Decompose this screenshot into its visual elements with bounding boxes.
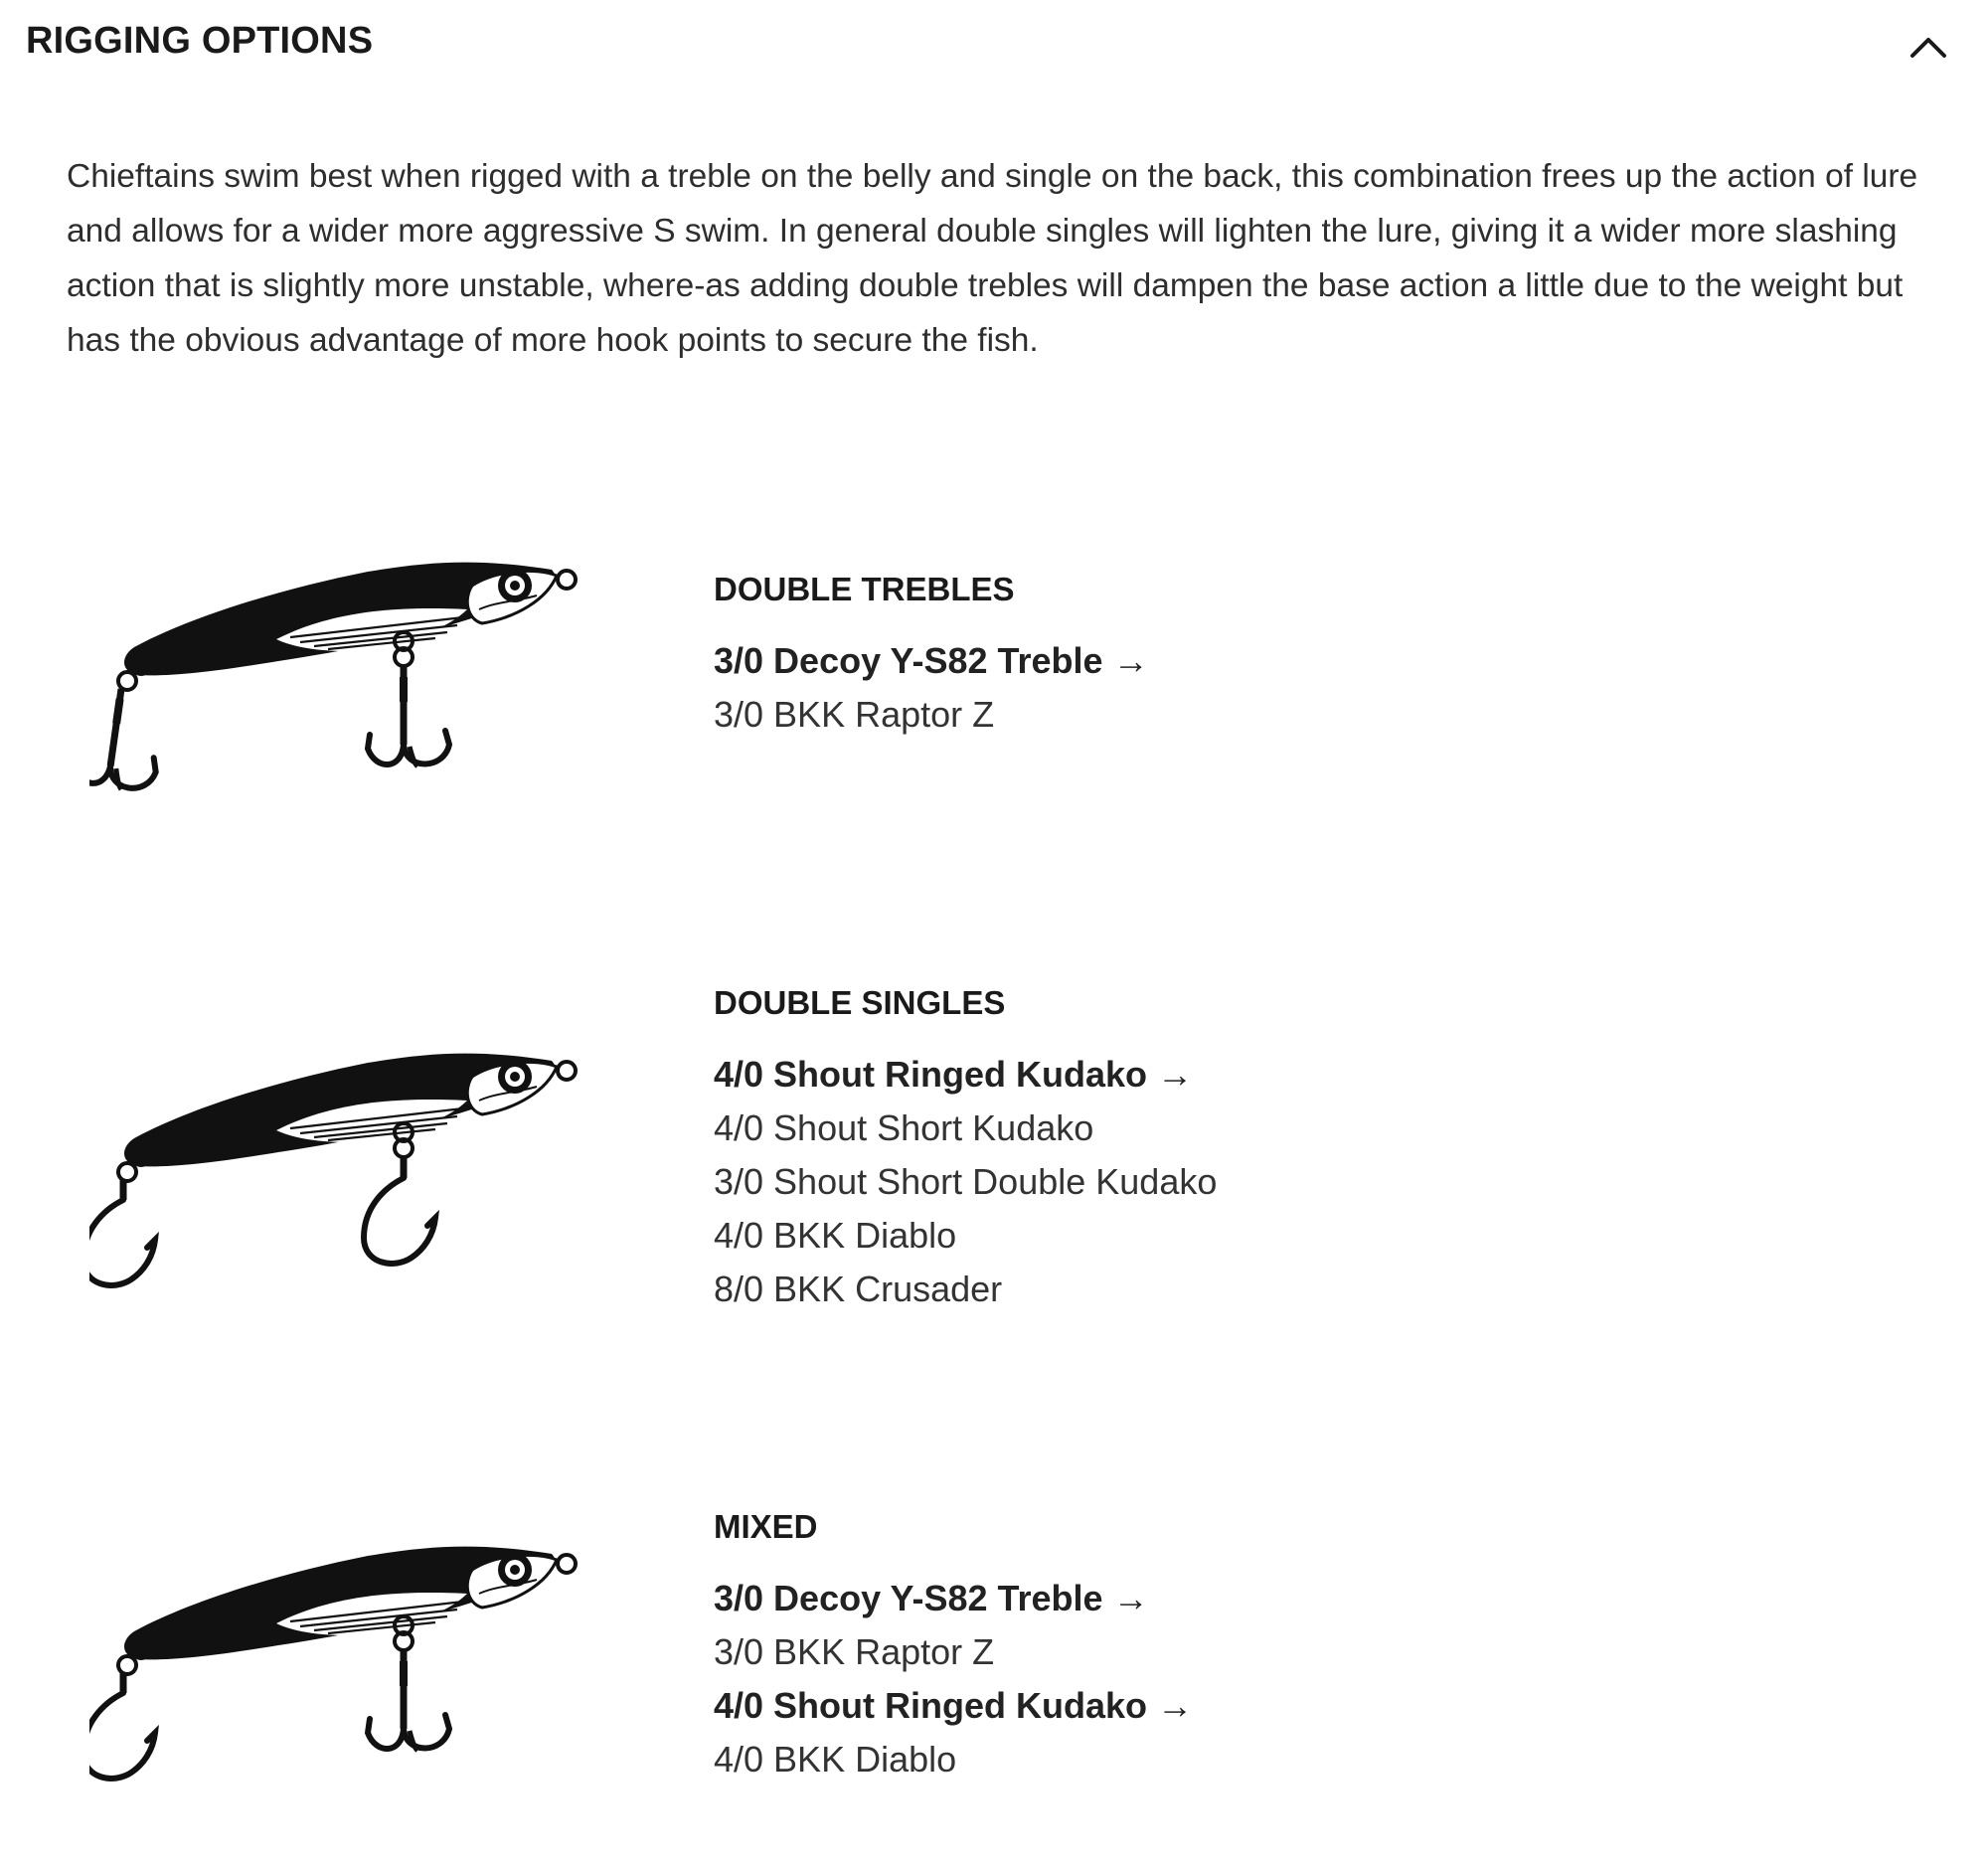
rig-double-trebles	[0, 545, 1988, 843]
rigging-options-header[interactable]	[0, 0, 1988, 89]
rig-double-singles	[0, 980, 1988, 1338]
lure-mixed-icon	[89, 1529, 646, 1807]
hook-link-decoy-ys82-treble[interactable]: 3/0 Decoy Y-S82 Treble →	[714, 1578, 1149, 1618]
rig-info	[714, 980, 1906, 1316]
hook-name-shout-short-double-kudako: 3/0 Shout Short Double Kudako	[714, 1161, 1218, 1202]
list-item[interactable]	[714, 1572, 1906, 1625]
hook-name-bkk-diablo: 4/0 BKK Diablo	[714, 1215, 957, 1256]
rig-title: DOUBLE SINGLES	[714, 984, 1006, 1021]
hook-list	[714, 1572, 1906, 1786]
hook-list	[714, 1048, 1906, 1316]
rig-info	[714, 1504, 1906, 1786]
lure-double-trebles-icon	[89, 545, 646, 823]
list-item[interactable]	[714, 634, 1906, 688]
rig-title: MIXED	[714, 1508, 818, 1545]
hook-link-shout-ringed-kudako[interactable]: 4/0 Shout Ringed Kudako →	[714, 1054, 1194, 1095]
hook-name-bkk-raptor-z: 3/0 BKK Raptor Z	[714, 694, 995, 735]
list-item	[714, 1102, 1906, 1155]
list-item	[714, 1263, 1906, 1316]
hook-name-bkk-diablo: 4/0 BKK Diablo	[714, 1739, 957, 1780]
list-item[interactable]	[714, 1679, 1906, 1733]
rig-info	[714, 567, 1906, 742]
list-item	[714, 1155, 1906, 1209]
list-item	[714, 1209, 1906, 1263]
rig-title: DOUBLE TREBLES	[714, 571, 1015, 607]
list-item	[714, 688, 1906, 742]
hook-link-shout-ringed-kudako[interactable]: 4/0 Shout Ringed Kudako →	[714, 1685, 1194, 1726]
lure-double-singles-icon	[89, 1036, 646, 1314]
hook-name-bkk-crusader: 8/0 BKK Crusader	[714, 1269, 1003, 1309]
intro-paragraph: Chieftains swim best when rigged with a treble on the belly and single on the back, this combination frees up the action of lure and allows for a wider more aggressive S swim. In general double singles will lighten the lure, giving it a wider more slashing action that is slightly more unstable, where-as adding double trebles will dampen the base action a little due to the weight but has the obvious advantage of more hook points to secure the fish.	[67, 158, 1918, 359]
list-item	[714, 1733, 1906, 1786]
list-item	[714, 1625, 1906, 1679]
chevron-up-icon[interactable]	[1899, 20, 1958, 70]
rig-mixed	[0, 1504, 1988, 1842]
hook-link-decoy-ys82-treble[interactable]: 3/0 Decoy Y-S82 Treble →	[714, 640, 1149, 681]
section-title: RIGGING OPTIONS	[26, 20, 374, 62]
list-item[interactable]	[714, 1048, 1906, 1102]
hook-list	[714, 634, 1906, 742]
hook-name-shout-short-kudako: 4/0 Shout Short Kudako	[714, 1107, 1094, 1148]
hook-name-bkk-raptor-z: 3/0 BKK Raptor Z	[714, 1631, 995, 1672]
